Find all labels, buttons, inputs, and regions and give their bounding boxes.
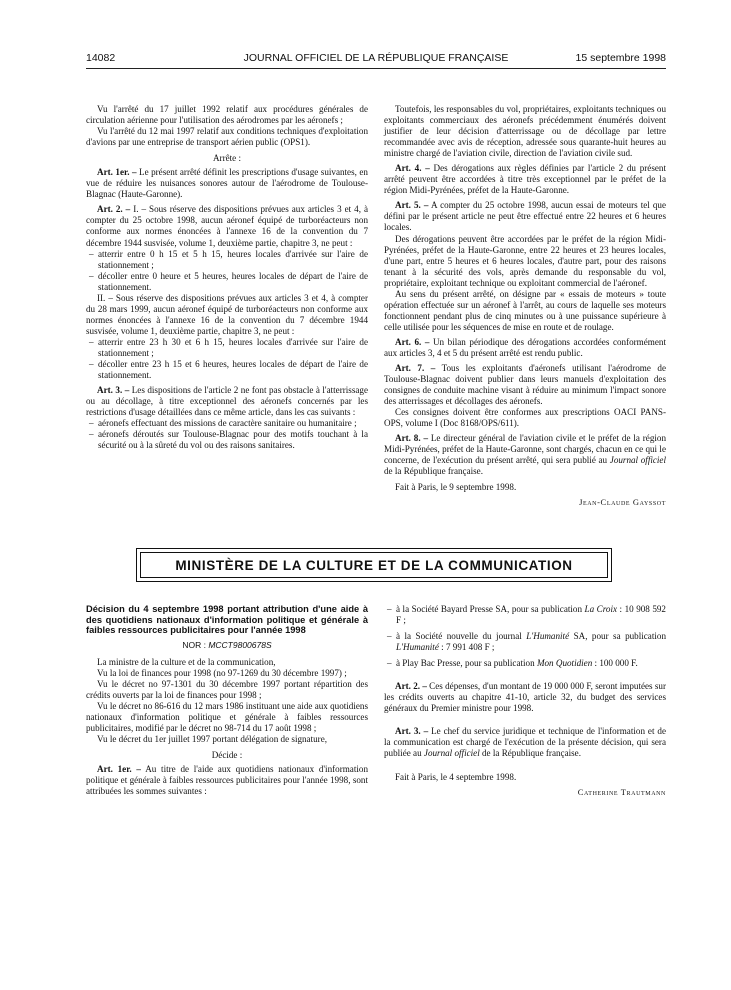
section-title: MINISTÈRE DE LA CULTURE ET DE LA COMMUNICATION [175,557,573,573]
list-item: – à la Société Bayard Presse SA, pour sa publication La Croix : 10 908 592 F ; [396,604,666,626]
nor-reference: NOR : MCCT9800678S [182,639,272,650]
decision-heading: Décision du 4 septembre 1998 portant attribution d'une aide à des quotidiens nationaux d'information politique et générale à faibles ressources publicitaires pour l'année 1998 [86,604,368,636]
allocation-list [384,604,666,669]
list-item: – aéronefs déroutés sur Toulouse-Blagnac pour des motifs touchant à la sécurité ou à la sûreté du vol ou des raisons sanitaires. [98,429,368,451]
list-item: – atterrir entre 23 h 30 et 6 h 15, heures locales d'arrivée sur l'aire de stationnement ; [98,337,368,359]
place-date: Fait à Paris, le 9 septembre 1998. [395,481,517,492]
article-2-ii-list [86,337,368,381]
list-item: – à Play Bac Presse, pour sa publication Mon Quotidien : 100 000 F. [396,658,666,669]
visa-paragraph: Vu l'arrêté du 12 mai 1997 relatif aux conditions techniques d'exploitation d'avions par une entreprise de transport aérien public (OPS1). [86,126,368,148]
list-item: – décoller entre 0 heure et 5 heures, heures locales de départ de l'aire de stationnement. [98,271,368,293]
article-8: Art. 8. – Le directeur général de l'aviation civile et le préfet de la région Midi-Pyrénées, préfet de la Haute-Garonne, sont chargés, chacun en ce qui le concerne, de l'exécution du présent arrêté, qui sera publié au Journal officiel de la République française. [384,433,667,477]
article-2-list [86,249,368,293]
paragraph: Vu la loi de finances pour 1998 (no 97-1269 du 30 décembre 1997) ; [97,667,347,678]
article-2: Art. 2. – I. – Sous réserve des dispositions prévues aux articles 3 et 4, à compter du 25 octobre 1998, aucun aéronef équipé de turboréacteurs non conforme aux normes énoncées à l'annexe 16 de la convention du 7 décembre 1944 susvisée, volume 1, deuxième partie, chapitre 3, ne peut : [86,204,368,248]
paragraph: Toutefois, les responsables du vol, propriétaires, exploitants techniques ou exploitants commerciaux des aéronefs précédemment énumérés doivent justifier de leur décision d'atterrissage ou de décollage par lettre recommandée avec avis de réception, adressée sous quarante-huit heures au ministre chargé de l'aviation civile, direction de l'aviation civile sud. [384,104,666,159]
article-7: Art. 7. – Tous les exploitants d'aéronefs utilisant l'aérodrome de Toulouse-Blagnac doivent publier dans leurs manuels d'exploitation des consignes de conduite machine visant à réduire au minimum l'impact sonore des atterrissages et décollages des aéronefs. [384,363,666,407]
paragraph: Vu le décret du 1er juillet 1997 portant délégation de signature, [97,734,328,745]
article-2: Art. 2. – Ces dépenses, d'un montant de 19 000 000 F, seront imputées sur les crédits ouverts au chapitre 41-10, article 32, du budget des services généraux du Premier ministre pour 1998. [384,681,666,714]
article-3-list [86,418,368,451]
page-header [86,52,666,68]
arrete-left-column [86,104,368,451]
decision-left-column [86,604,368,797]
article-4: Art. 4. – Des dérogations aux règles définies par l'article 2 du présent arrêté peuvent être accordées à titre très exceptionnel par le préfet de la région Midi-Pyrénées, préfet de la Haute-Garonne. [384,163,666,196]
paragraph: La ministre de la culture et de la communication, [97,656,276,667]
paragraph: Des dérogations peuvent être accordées par le préfet de la région Midi-Pyrénées, préfet de la Haute-Garonne, entre 22 heures et 23 heures locales, d'une part, entre 5 heures et 6 heures locales, d'autre part, pour des raisons tenant à la sécurité des vols, après demande du responsable du vol, propriétaire, exploitant technique ou exploitant commercial de l'aéronef. [384,233,666,288]
place-date: Fait à Paris, le 4 septembre 1998. [395,771,517,782]
article-6: Art. 6. – Un bilan périodique des dérogations accordées conformément aux articles 3, 4 et 5 du présent arrêté est rendu public. [384,336,666,358]
signature: Catherine Trautmann [577,786,666,797]
visa-paragraph: Vu l'arrêté du 17 juillet 1992 relatif aux procédures générales de circulation aérienne pour l'utilisation des aérodromes par les aéronefs ; [86,104,368,126]
signature: Jean-Claude Gayssot [579,496,666,507]
list-item: – à la Société nouvelle du journal L'Humanité SA, pour sa publication L'Humanité : 7 991 408 F ; [396,631,666,653]
decision-right-column [384,604,666,798]
list-item: – atterrir entre 0 h 15 et 5 h 15, heures locales d'arrivée sur l'aire de stationnement ; [98,249,368,271]
paragraph: Au sens du présent arrêté, on désigne par « essais de moteurs » toute opération effectuée sur un aéronef à l'arrêt, au cours de laquelle ses moteurs fonctionnent pendant plus de cinq minutes ou à une puissance supérieure à celle utilisée pour les séquences de mise en route et de roulage. [384,288,666,332]
article-2-section-ii: II. – Sous réserve des dispositions prévues aux articles 3 et 4, à compter du 28 mars 1999, aucun aéronef équipé de turboréacteurs non conforme aux normes énoncées à l'annexe 16 de la convention du 7 décembre 1944 susvisée, volume 1, deuxième partie, chapitre 3, ne peut : [86,292,368,336]
journal-title: JOURNAL OFFICIEL DE LA RÉPUBLIQUE FRANÇAISE [243,52,509,64]
paragraph: Vu le décret no 86-616 du 12 mars 1986 instituant une aide aux quotidiens nationaux d'information politique et générale à faibles ressources publicitaires, modifié par le décret no 98-714 du 17 août 1998 ; [86,701,368,734]
list-item: – décoller entre 23 h 15 et 6 heures, heures locales de départ de l'aire de stationnement. [98,359,368,381]
page-number: 14082 [86,52,116,64]
paragraph: Vu le décret no 97-1301 du 30 décembre 1997 portant répartition des crédits ouverts par la loi de finances pour 1998 ; [86,678,368,700]
arrete-right-column [384,104,666,508]
section-title-box [140,552,608,578]
article-1: Art. 1er. – Le présent arrêté définit les prescriptions d'usage suivantes, en vue de réduire les nuisances sonores autour de l'aérodrome de Toulouse-Blagnac (Haute-Garonne). [86,167,368,200]
decide-heading: Décide : [211,750,243,761]
article-1: Art. 1er. – Au titre de l'aide aux quotidiens nationaux d'information politique et générale à faibles ressources publicitaires pour l'année 1998, sont attribuées les sommes suivantes : [86,764,368,797]
publication-date: 15 septembre 1998 [575,52,666,64]
paragraph: Ces consignes doivent être conformes aux prescriptions OACI PANS-OPS, volume I (Doc 8168/OPS/611). [384,407,666,429]
article-5: Art. 5. – A compter du 25 octobre 1998, aucun essai de moteurs tel que défini par le présent article ne peut être effectué entre 22 heures et 6 heures locales. [384,200,667,233]
article-3: Art. 3. – Le chef du service juridique et technique de l'information et de la communication est chargé de l'exécution de la présente décision, qui sera publiée au Journal officiel de la République française. [384,726,666,759]
arrete-heading: Arrête : [212,153,242,164]
article-3: Art. 3. – Les dispositions de l'article 2 ne font pas obstacle à l'atterrissage ou au décollage, à titre exceptionnel des aéronefs concernés par les restrictions d'usage détaillées dans ce même article, dans les cas suivants : [86,385,368,418]
header-rule [86,68,666,69]
list-item: – aéronefs effectuant des missions de caractère sanitaire ou humanitaire ; [98,418,368,429]
